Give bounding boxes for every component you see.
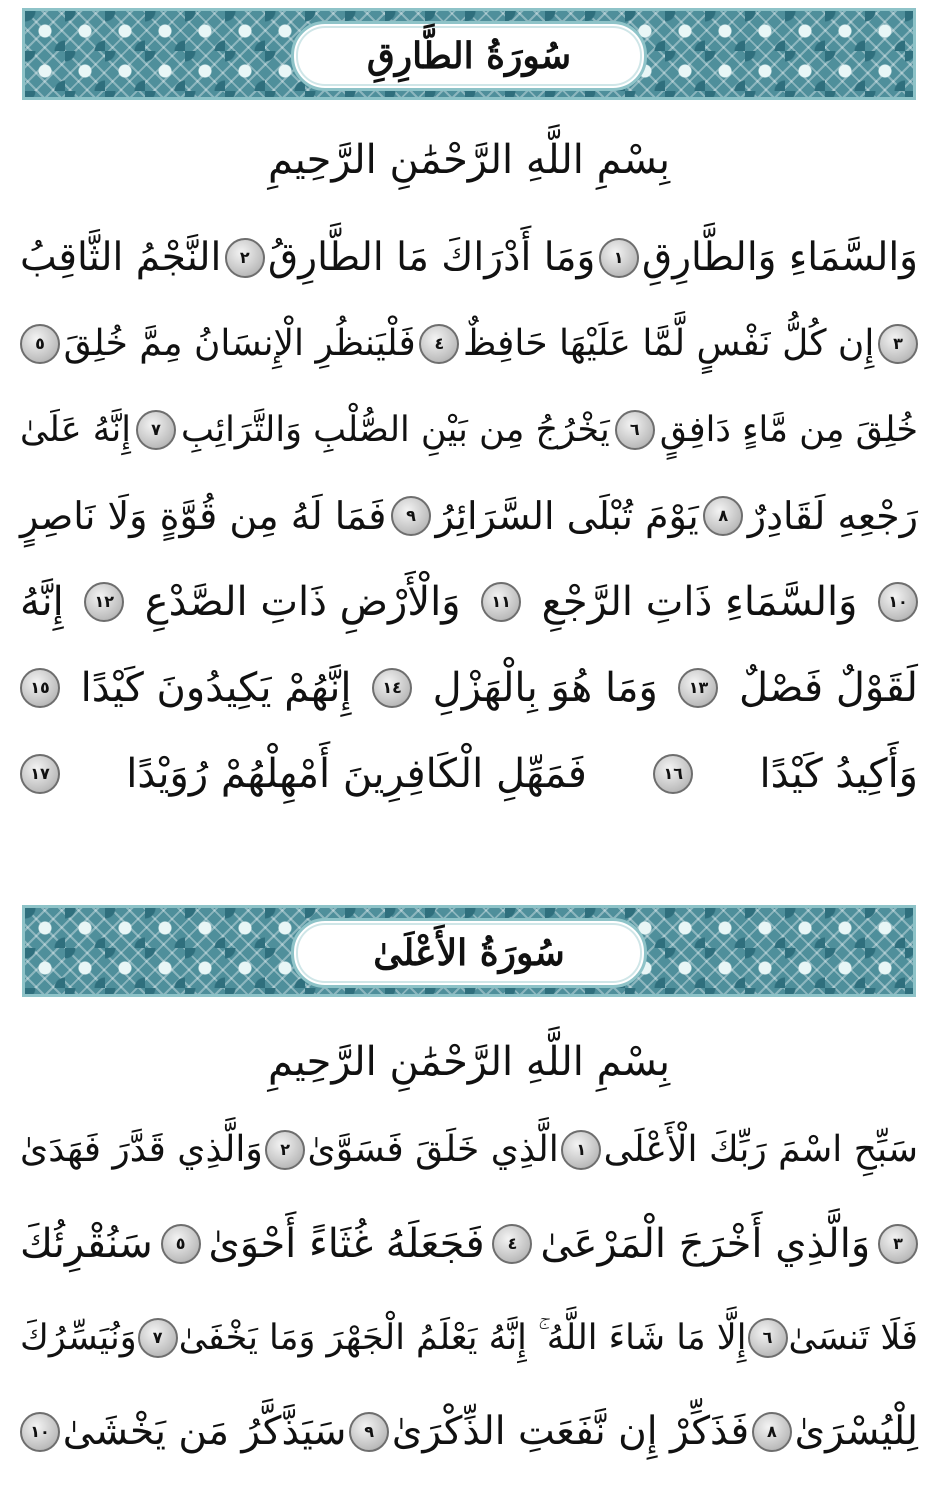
verse-line: [20, 648, 918, 728]
surah-title: سُورَةُ الطَّارِقِ: [366, 35, 572, 77]
ayah-number-marker: ٩: [349, 1412, 389, 1452]
ayah-number-marker: ٢: [265, 1130, 305, 1170]
basmala: بِسْمِ اللَّهِ الرَّحْمَٰنِ الرَّحِيمِ: [267, 1039, 671, 1085]
verse-line: [20, 1298, 918, 1378]
surah-header-banner: [22, 905, 916, 997]
surah-title-cartouche: [291, 918, 647, 988]
ayah-number-marker: ١٥: [20, 668, 60, 708]
verse-text: إِنَّهُمْ يَكِيدُونَ كَيْدًا: [80, 665, 352, 711]
ayah-number-marker: ١٣: [678, 668, 718, 708]
basmala: بِسْمِ اللَّهِ الرَّحْمَٰنِ الرَّحِيمِ: [267, 137, 671, 183]
verse-line: [20, 218, 918, 298]
verse-line: [20, 562, 918, 642]
ayah-number-marker: ١٠: [20, 1412, 60, 1452]
verse-text: سَبِّحِ اسْمَ رَبِّكَ الْأَعْلَى: [603, 1129, 918, 1170]
verse-text: يَخْرُجُ مِن بَيْنِ الصُّلْبِ وَالتَّرَائِبِ: [180, 410, 610, 450]
verse-text: لَقَوْلٌ فَصْلٌ: [739, 665, 918, 711]
verse-text: فَلَا تَنسَىٰ: [788, 1318, 918, 1358]
verse-line: [20, 304, 918, 384]
ayah-number-marker: ٦: [615, 410, 655, 450]
ayah-number-marker: ٦: [748, 1318, 788, 1358]
surah-header-banner: [22, 8, 916, 100]
verse-text: وَالَّذِي أَخْرَجَ الْمَرْعَىٰ: [540, 1221, 871, 1267]
verse-text: وَنُيَسِّرُكَ: [20, 1318, 137, 1358]
verse-text: إِنَّهُ: [20, 579, 64, 625]
verse-text: فَلْيَنظُرِ الْإِنسَانُ مِمَّ خُلِقَ: [63, 323, 416, 364]
verse-text: خُلِقَ مِن مَّاءٍ دَافِقٍ: [659, 410, 918, 450]
verse-text: النَّجْمُ الثَّاقِبُ: [20, 235, 222, 280]
ayah-number-marker: ٤: [492, 1224, 532, 1264]
verse-line: [20, 1110, 918, 1190]
verse-text: إِلَّا مَا شَاءَ اللَّهُ ۚ إِنَّهُ يَعْلَمُ الْجَهْرَ وَمَا يَخْفَىٰ: [178, 1318, 747, 1358]
ayah-number-marker: ١٤: [372, 668, 412, 708]
verse-text: سَنُقْرِئُكَ: [20, 1221, 153, 1267]
verse-text: فَذَكِّرْ إِن نَّفَعَتِ الذِّكْرَىٰ: [391, 1409, 750, 1454]
surah-title: سُورَةُ الأَعْلَىٰ: [373, 932, 565, 974]
verse-text: فَمَا لَهُ مِن قُوَّةٍ وَلَا نَاصِرٍ: [20, 494, 387, 538]
verse-text: وَمَا هُوَ بِالْهَزْلِ: [432, 665, 658, 711]
ayah-number-marker: ٩: [391, 496, 431, 536]
ayah-number-marker: ١: [599, 238, 639, 278]
verse-text: رَجْعِهِ لَقَادِرٌ: [747, 494, 918, 538]
verse-text: وَأَكِيدُ كَيْدًا: [759, 751, 918, 797]
ayah-number-marker: ٤: [419, 324, 459, 364]
ayah-number-marker: ٧: [138, 1318, 178, 1358]
ayah-number-marker: ٨: [703, 496, 743, 536]
verse-text: وَمَا أَدْرَاكَ مَا الطَّارِقُ: [268, 235, 596, 280]
ayah-number-marker: ١٧: [20, 754, 60, 794]
ayah-number-marker: ٢: [225, 238, 265, 278]
ayah-number-marker: ٨: [752, 1412, 792, 1452]
ayah-number-marker: ٣: [878, 1224, 918, 1264]
verse-text: وَالْأَرْضِ ذَاتِ الصَّدْعِ: [144, 579, 461, 625]
verse-text: إِنَّهُ عَلَىٰ: [20, 410, 131, 450]
surah-title-cartouche: [291, 21, 647, 91]
ayah-number-marker: ١٠: [878, 582, 918, 622]
verse-text: وَالسَّمَاءِ وَالطَّارِقِ: [641, 235, 918, 280]
verse-text: لِلْيُسْرَىٰ: [794, 1409, 918, 1454]
ayah-number-marker: ١١: [481, 582, 521, 622]
ayah-number-marker: ٧: [136, 410, 176, 450]
ayah-number-marker: ٥: [20, 324, 60, 364]
verse-text: سَيَذَّكَّرُ مَن يَخْشَىٰ: [62, 1409, 347, 1454]
ayah-number-marker: ١: [561, 1130, 601, 1170]
verse-text: الَّذِي خَلَقَ فَسَوَّىٰ: [307, 1129, 559, 1170]
verse-text: وَالسَّمَاءِ ذَاتِ الرَّجْعِ: [541, 579, 858, 625]
verse-line: [20, 390, 918, 470]
verse-line: [20, 476, 918, 556]
verse-line: [20, 734, 918, 814]
verse-text: إِن كُلُّ نَفْسٍ لَّمَّا عَلَيْهَا حَافِظٌ: [463, 323, 875, 364]
ayah-number-marker: ١٢: [84, 582, 124, 622]
verse-text: فَجَعَلَهُ غُثَاءً أَحْوَىٰ: [208, 1221, 485, 1267]
ayah-number-marker: ٥: [161, 1224, 201, 1264]
verse-line: [20, 1204, 918, 1284]
verse-line: [20, 1392, 918, 1472]
ayah-number-marker: ١٦: [653, 754, 693, 794]
verse-text: فَمَهِّلِ الْكَافِرِينَ أَمْهِلْهُمْ رُوَيْدًا: [126, 751, 587, 797]
ayah-number-marker: ٣: [878, 324, 918, 364]
verse-text: وَالَّذِي قَدَّرَ فَهَدَىٰ: [20, 1129, 263, 1170]
verse-text: يَوْمَ تُبْلَى السَّرَائِرُ: [435, 494, 699, 538]
